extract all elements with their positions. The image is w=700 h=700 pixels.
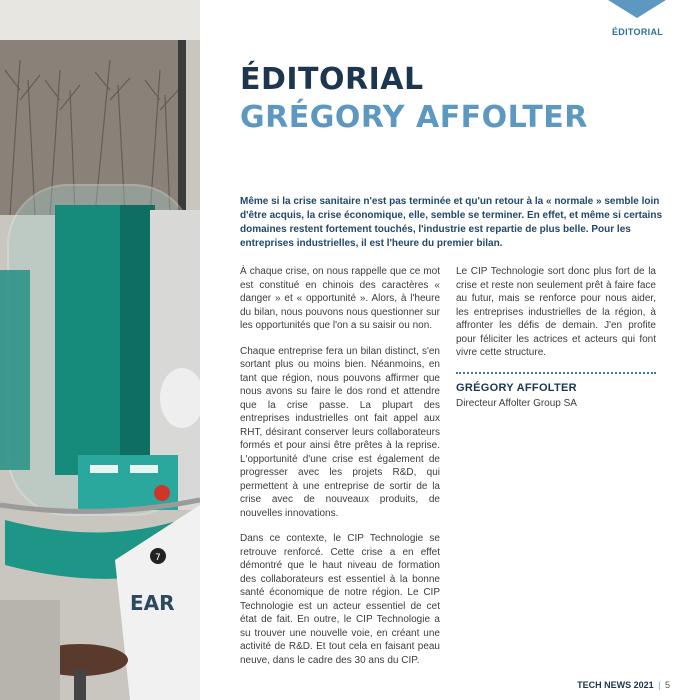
body-paragraph: Chaque entreprise fera un bilan distinct, s'en sortant plus ou moins bien. Néanmoins, en tant que région, nous pouvons affirmer que nous avons su faire le dos rond et attendre que la crise passe. La plupart des entreprises industrielles ont fait appel aux RHT, désirant conserver leurs collaborateurs formés et pour ainsi être prêtes à la reprise. L'opportunité d'une crise est également de progresser avec les projets R&D, qui permettent à une entreprise de sortir de la crise avec de nouveaux produits, de nouvelles innovations. — [240, 345, 440, 519]
body-column-left — [240, 265, 440, 679]
page-footer — [577, 680, 670, 690]
lead-paragraph: Même si la crise sanitaire n'est pas terminée et qu'un retour à la « normale » semble loin d'être acquis, la crise économique, elle, semble se terminer. En effet, et même si certains domaines restent fortement touchés, l'industrie est repartie de plus belle. Pour les entreprises industrielles, il est l'heure du premier bilan. — [240, 196, 663, 249]
section-label: ÉDITORIAL — [612, 27, 664, 37]
page-number: 5 — [664, 680, 670, 690]
machine-photo — [0, 0, 200, 700]
publication-name: TECH NEWS 2021 — [577, 680, 654, 690]
section-tab-chevron — [608, 0, 666, 18]
signature-divider — [456, 372, 656, 374]
body-paragraph: Le CIP Technologie sort donc plus fort de la crise et reste non seulement prêt à faire face au futur, mais se renforce pour nous aider, les entreprises industrielles de la région, à affronter les défis de demain. J'en profite pour féliciter les actrices et acteurs qui font vivre cette structure. — [456, 266, 656, 358]
editorial-page — [200, 0, 700, 700]
body-column-right — [456, 265, 656, 411]
headline-title: ÉDITORIAL — [240, 62, 424, 97]
dial-number: 7 — [155, 553, 161, 563]
signature-role: Directeur Affolter Group SA — [456, 398, 577, 409]
signature-name: GRÉGORY AFFOLTER — [456, 381, 577, 394]
headline-author: GRÉGORY AFFOLTER — [240, 100, 588, 135]
footer-separator: | — [658, 680, 661, 690]
body-paragraph: Dans ce contexte, le CIP Technologie se retrouve renforcé. Cette crise a en effet démontré que le haut niveau de formation des collaborateurs est essentiel à la bonne santé économique de notre région. Le CIP Technologie est un acteur essentiel de cet état de fait. En outre, le CIP Technologie a su trouver une nouvelle voie, en créant une activité de R&D. Et tout cela en faisant peau neuve, dans le cadre des 30 ans du CIP. — [240, 533, 440, 666]
machine-brand: EAR — [130, 591, 175, 615]
body-paragraph: À chaque crise, on nous rappelle que ce mot est constitué en chinois des caractères « danger » et « opportunité ». Alors, à l'heure du bilan, nous pouvons nous questionner sur les opportunités que l'on a su saisir ou non. — [240, 266, 440, 331]
